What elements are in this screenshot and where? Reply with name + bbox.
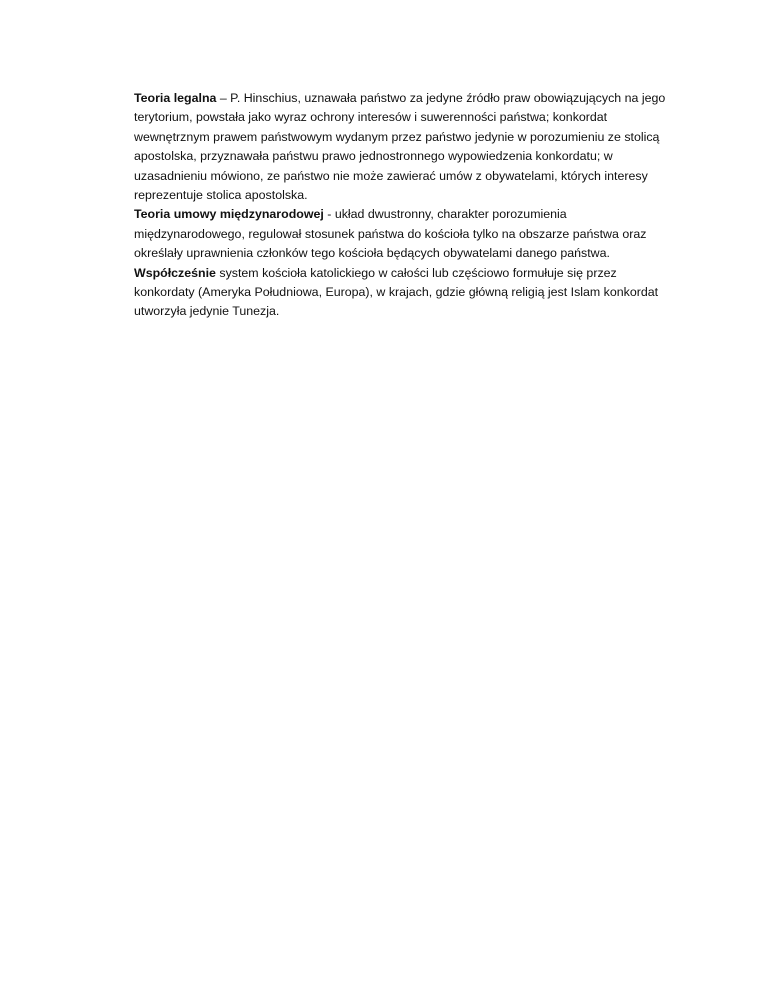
- term-heading: Teoria legalna: [134, 91, 217, 105]
- paragraph-text: – P. Hinschius, uznawała państwo za jedyne źródło praw obowiązujących na jego terytorium, powstała jako wyraz ochrony interesów i suwerenności państwa; konkordat wewnętrznym prawem państwowym wydanym przez państwo jedynie w porozumieniu ze stolicą apostolska, przyznawała państwu prawo jednostronnego wypowiedzenia konkordatu; w uzasadnieniu mówiono, ze państwo nie może zawierać umów z obywatelami, których interesy reprezentuje stolica apostolska.: [134, 91, 666, 203]
- paragraph-text: system kościoła katolickiego w całości lub częściowo formułuje się przez konkordaty (Ameryka Południowa, Europa), w krajach, gdzie główną religią jest Islam konkordat utworzyła jedynie Tunezja.: [134, 265, 659, 319]
- paragraph-text: - układ dwustronny, charakter porozumienia międzynarodowego, regulował stosunek państwa do kościoła tylko na obszarze państwa oraz określały uprawnienia członków tego kościoła będących obywatelami danego państwa.: [134, 207, 647, 261]
- paragraph-teoria-umowy: [134, 205, 674, 263]
- term-heading: Teoria umowy międzynarodowej: [134, 207, 324, 222]
- paragraph-wspolczesnie: [134, 264, 674, 322]
- term-heading: Współcześnie: [134, 265, 216, 280]
- paragraph-teoria-legalna: [134, 89, 674, 205]
- document-body: [134, 89, 674, 322]
